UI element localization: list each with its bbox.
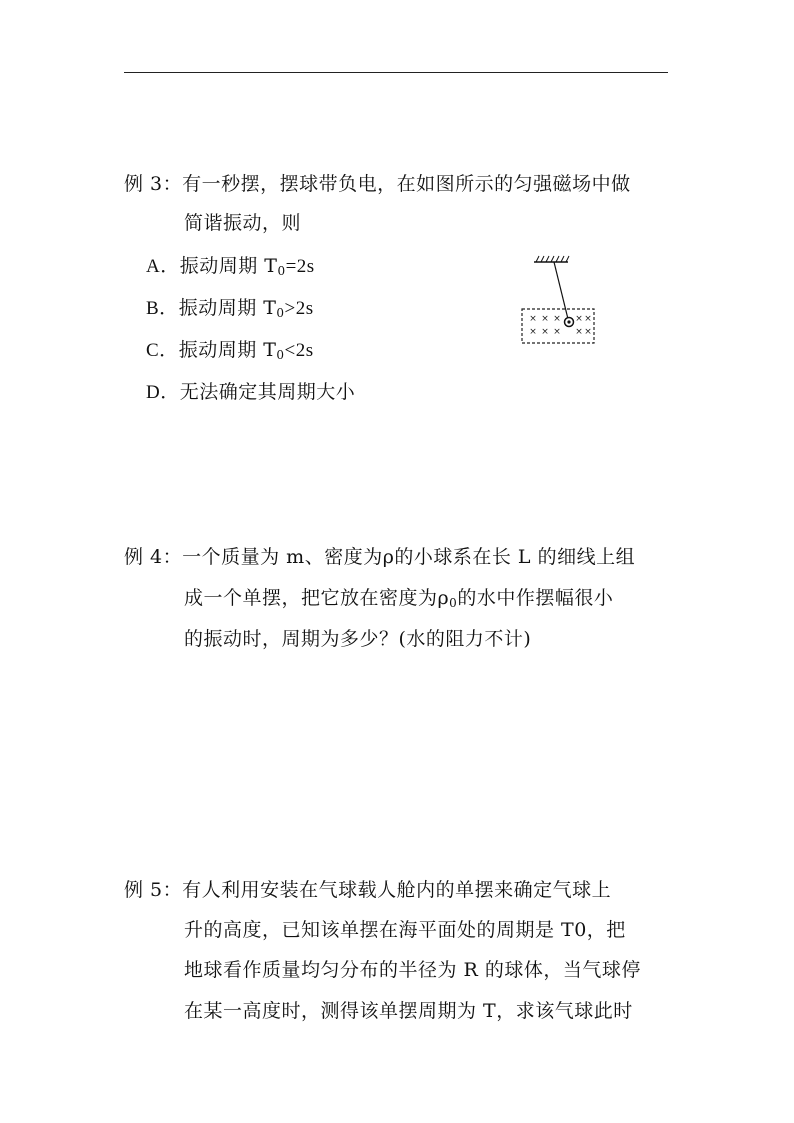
option-tail: <2s — [284, 340, 314, 361]
option-tail: >2s — [284, 298, 314, 319]
svg-text:×: × — [575, 314, 583, 324]
ex5-label: 例 5： — [124, 879, 183, 901]
pendulum-magnetic-field-diagram — [518, 250, 598, 350]
option-tail: =2s — [285, 256, 315, 277]
svg-text:×: × — [584, 314, 592, 324]
ex3-label: 例 3： — [124, 173, 183, 195]
ex3-option-b — [146, 296, 314, 325]
ex5-line3: 地球看作质量均匀分布的半径为 R 的球体，当气球停 — [184, 959, 641, 981]
ex4-line2 — [184, 586, 613, 615]
ex5-line1 — [124, 878, 611, 902]
ex4-line1 — [124, 545, 635, 569]
ex3-option-a — [146, 254, 315, 283]
ex4-text-2a: 成一个单摆，把它放在密度为ρ — [184, 587, 450, 609]
pendulum-string — [554, 262, 568, 319]
svg-text:×: × — [553, 327, 561, 337]
ex5-line4: 在某一高度时，测得该单摆周期为 T，求该气球此时 — [184, 1000, 633, 1022]
header-rule — [124, 72, 668, 73]
ex4-text-1: 一个质量为 m、密度为ρ的小球系在长 L 的细线上组 — [182, 546, 636, 568]
option-text: 振动周期 T — [178, 297, 277, 319]
ex4-line3: 的振动时，周期为多少？(水的阻力不计) — [184, 628, 532, 650]
option-sub: 0 — [276, 306, 285, 320]
svg-text:×: × — [584, 327, 592, 337]
option-letter: C． — [146, 340, 179, 361]
svg-text:×: × — [553, 314, 561, 324]
ex3-line2: 简谐振动，则 — [184, 212, 302, 234]
ex4-label: 例 4： — [124, 546, 183, 568]
option-text: 振动周期 T — [179, 255, 278, 277]
option-text: 振动周期 T — [178, 339, 277, 361]
ex3-option-c — [146, 338, 314, 367]
svg-text:×: × — [541, 314, 549, 324]
ex3-line1 — [124, 172, 631, 196]
ex5-line2: 升的高度，已知该单摆在海平面处的周期是 T0，把 — [184, 919, 626, 941]
svg-text:×: × — [529, 314, 537, 324]
ex3-text-1: 有一秒摆，摆球带负电，在如图所示的匀强磁场中做 — [182, 173, 631, 195]
rho-subscript: 0 — [449, 596, 458, 610]
option-letter: A． — [146, 256, 180, 277]
ceiling-support — [534, 256, 569, 262]
svg-text:×: × — [529, 327, 537, 337]
ex3-option-d — [146, 380, 355, 405]
ex5-text-1: 有人利用安装在气球载人舱内的单摆来确定气球上 — [182, 879, 612, 901]
option-letter: B． — [146, 298, 179, 319]
option-letter: D． — [146, 382, 180, 403]
option-sub: 0 — [276, 348, 285, 362]
svg-text:×: × — [541, 327, 549, 337]
option-sub: 0 — [277, 264, 286, 278]
ex4-text-2b: 的水中作摆幅很小 — [457, 587, 614, 609]
option-text: 无法确定其周期大小 — [179, 381, 356, 403]
svg-text:×: × — [575, 327, 583, 337]
field-cross-marks — [529, 314, 592, 337]
